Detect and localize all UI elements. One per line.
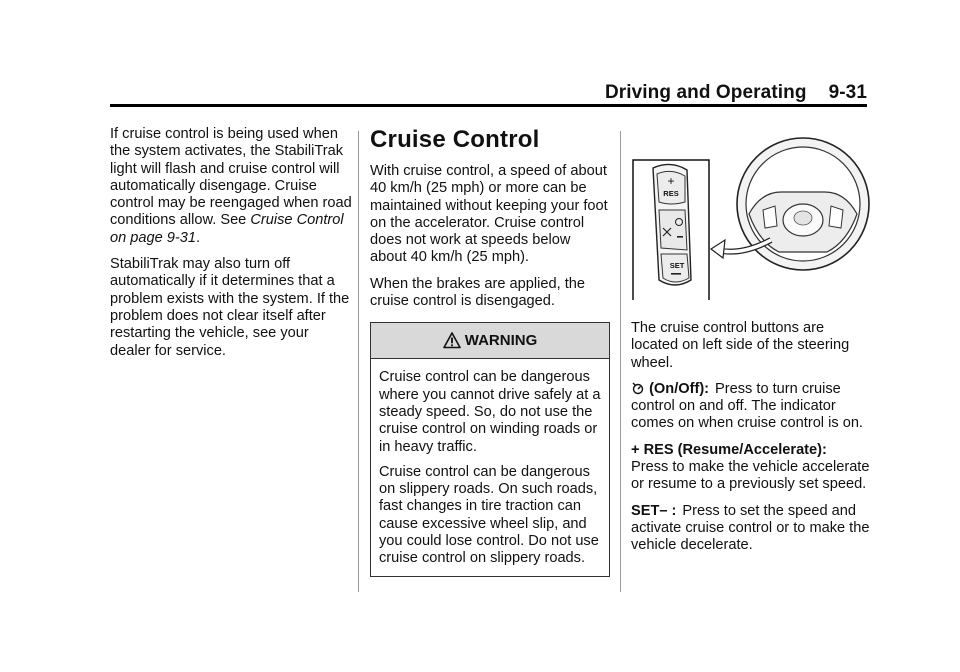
warning-paragraph-1: Cruise control can be dangerous where you cannot drive safely at a steady speed. So, do not use the cruise control on winding roads or in heavy traffic.	[379, 369, 601, 455]
set-term: SET– :	[631, 502, 677, 519]
warning-header	[371, 323, 609, 359]
stabilitrak-paragraph-2: StabiliTrak may also turn off automatically if it determines that a problem exists with the system. If the problem does not clear itself after restarting the vehicle, see your dealer for service.	[110, 256, 350, 359]
arrow-head	[711, 240, 725, 258]
set-description: SET– : Press to set the speed and activate cruise control or to make the vehicle decelerate.	[631, 502, 870, 554]
steering-wheel	[737, 138, 869, 270]
column-right	[631, 126, 871, 564]
stabilitrak-paragraph-1: If cruise control is being used when the system activates, the StabiliTrak light will flash and cruise control will automatically disengage. Cruise control may be reengaged when road conditions allow. See Cruise Control on page 9-31.	[110, 126, 352, 246]
column-divider-1	[358, 131, 359, 592]
column-middle	[370, 126, 610, 577]
page-number: 9-31	[828, 82, 867, 103]
plus-icon: +	[667, 174, 675, 188]
buttons-intro: The cruise control buttons are located on left side of the steering wheel.	[631, 320, 850, 371]
cruise-paragraph-2: When the brakes are applied, the cruise control is disengaged.	[370, 275, 585, 310]
section-title: Cruise Control	[370, 126, 540, 153]
middle-button-shape	[659, 210, 687, 250]
header-rule	[110, 104, 867, 107]
steering-wheel-figure	[631, 130, 871, 300]
onoff-description: (On/Off): Press to turn cruise control on and off. The indicator comes on when cruise control is on.	[631, 380, 863, 432]
set-label: SET	[669, 261, 685, 270]
warning-body	[371, 359, 609, 575]
column-left	[110, 126, 352, 369]
column-divider-2	[620, 131, 621, 592]
warning-icon	[443, 332, 461, 349]
cruise-control-icon	[631, 381, 645, 395]
warning-paragraph-2: Cruise control can be dangerous on slippery roads. On such roads, fast changes in tire traction can cause excessive wheel slip, and you could lose control. Do not use cruise control on slippery roads.	[379, 463, 599, 567]
set-minus-mark	[671, 273, 681, 275]
steering-wheel-illustration	[631, 130, 871, 300]
warning-box	[370, 322, 610, 576]
page-header	[110, 82, 867, 104]
res-label: RES	[663, 189, 679, 198]
res-term: + RES (Resume/Accelerate):	[631, 441, 827, 458]
cruise-paragraph-1: With cruise control, a speed of about 40 km/h (25 mph) or more can be maintained without keeping your foot on the accelerator. Cruise control does not work at speeds below about 40 km/h (25 mph).	[370, 163, 608, 266]
res-description: + RES (Resume/Accelerate): Press to make the vehicle accelerate or resume to a previously set speed.	[631, 441, 870, 493]
chapter-title: Driving and Operating	[604, 82, 807, 103]
onoff-term: (On/Off):	[649, 380, 710, 397]
minus-mark	[677, 236, 683, 238]
cross-reference-link[interactable]: Cruise Control on page 9-31	[110, 212, 344, 246]
warning-label: WARNING	[464, 332, 538, 350]
